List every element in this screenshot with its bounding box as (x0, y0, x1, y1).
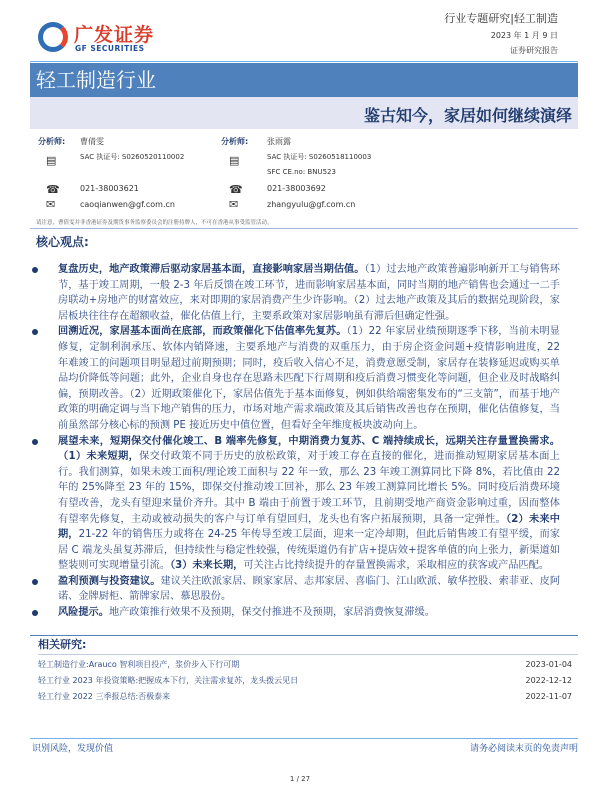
analyst-email[interactable]: caoqianwen@gf.com.cn (80, 200, 175, 209)
divider (30, 738, 578, 739)
bullet-icon (32, 610, 38, 616)
analyst-label: 分析师: (221, 137, 249, 146)
related-title[interactable]: 轻工行业 2022 三季报总结:否极泰来 (38, 691, 171, 701)
bullet-icon (32, 439, 38, 445)
analyst-name: 张雨露 (267, 137, 291, 146)
related-title[interactable]: 轻工制造行业:Arauco 智利项目投产，浆价步入下行可期 (38, 659, 240, 669)
gf-securities-logo (38, 20, 158, 56)
certificate-icon: ▤ (46, 154, 57, 167)
report-category: 证券研究报告 (510, 46, 558, 55)
phone-icon: ☎ (229, 183, 243, 196)
divider (30, 228, 578, 229)
bullet-outlook: 展望未来，短期保交付催化竣工、B 端率先修复，中期消费力复苏、C 端持续成长，远期关注存量置换需求。（1）未来短期，保交付政策不同于历史的放松政策，对于竣工存在直接的催化，进而推动短期家居基本面上行。我们测算，如果未竣工面积/理论竣工面积与 22 年一致，那么 23 年竣工测算同比下降 8%，若比值由 22 年的 25%降至 23 年的 15%，即保交付推动竣工回补，那么 23 年竣工测算同比增长 5%。同时疫后消费环境有望改善，龙头有望迎来量价齐升。其中 B 端由于前置于竣工环节，且前期受地产商资金影响过重，因而整体有望率先修复，主动或被动损失的客户与订单有望回归，龙头也有客户拓展预期，具备一定弹性。（2）未来中期，21-22 年的销售压力或将在 24-25 年传导至竣工层面，迎来一定冷却期，但此后销售竣工有望平缓，而家居 C 端龙头虽复苏滞后，但持续性与稳定性较强，传统渠道仍有扩店+提店效+提客单值的向上张力，新渠道如整装则可实现增量引流。（3）未来长期，可关注占比持续提升的存量置换需求，采取相应的获客或产品匹配。 (32, 434, 560, 574)
industry-banner: 轻工制造行业 (30, 63, 578, 97)
related-date: 2022-11-07 (525, 691, 572, 701)
certificate-icon: ▤ (229, 154, 240, 167)
logo-text-cn: 广发证券 (74, 24, 155, 46)
phone-icon: ☎ (46, 183, 60, 196)
related-item[interactable] (38, 658, 572, 671)
related-research-heading: 相关研究: (38, 636, 578, 655)
related-item[interactable] (38, 674, 572, 687)
related-title[interactable]: 轻工行业 2023 年投资策略:把握成本下行，关注需求复苏，龙头拨云见日 (38, 675, 299, 685)
analyst-sac: SAC 执证号: S0260520110002 (80, 153, 185, 161)
logo-mark-icon (38, 22, 68, 52)
footer-slogan: 识别风险，发现价值 (32, 744, 114, 754)
footer-disclaimer-link[interactable]: 请务必阅读末页的免责声明 (469, 744, 578, 754)
disclaimer-note: 请注意，曹倩雯并非香港证券及期货事务监察委员会的注册持牌人，不可在香港从事受监管活动。 (36, 220, 273, 226)
core-views-heading: 核心观点: (36, 235, 89, 249)
analyst-phone: 021-38003621 (80, 184, 139, 193)
analyst-sac: SAC 执证号: S0260518110003 (267, 153, 372, 161)
related-date: 2023-01-04 (525, 659, 572, 669)
bullet-investment: 盈利预测与投资建议。建议关注欧派家居、顾家家居、志邦家居、喜临门、江山欧派、敏华控股、索菲亚、皮阿诺、金牌厨柜、箭牌家居、慕思股份。 (32, 574, 560, 605)
bullet-risk: 风险提示。地产政策推行效果不及预期，保交付推进不及预期，家居消费恢复滞缓。 (32, 605, 560, 621)
analyst-name: 曹倩雯 (80, 137, 104, 146)
report-date: 2023 年 1 月 9 日 (490, 31, 558, 40)
bullet-recent: 回溯近况，家居基本面尚在底部，而政策催化下估值率先复苏。（1）22 年家居业绩预期逐季下移，当前未明显修复，定制利润承压、软体内销降速，主要系地产与消费的双重压力，由于房企资金问题+疫情影响进度，22 年难竣工的问题项目明显超过前期预期；同时，疫后收入信心不足，消费意愿受制，家居存在装修延迟或购买单品均价降低等问题；此外，企业自身也存在思路未匹配下行周期和疫后消费习惯变化等问题，但企业及时战略纠偏，预期改善。（2）近期政策催化下，家居估值先于基本面修复，例如供给端密集发布的“三支箭”，而基于地产政策的明确定调与当下地产销售的压力，市场对地产需求端政策及其后销售改善也存在预期，催化估值修复，当前虽然部分核心标的预测 PE 接近历史中值位置，但看好全年维度板块波动向上。 (32, 324, 560, 433)
related-date: 2022-12-12 (525, 675, 572, 685)
bullet-icon (32, 579, 38, 585)
analyst-label: 分析师: (38, 137, 66, 146)
report-title: 鉴古知今，家居如何继续演绎 (363, 106, 572, 125)
email-icon: ✉ (229, 198, 239, 211)
report-type: 行业专题研究|轻工制造 (444, 12, 558, 25)
related-research (30, 635, 578, 703)
related-item[interactable] (38, 690, 572, 703)
analyst-phone: 021-38003692 (267, 184, 326, 193)
core-views-section (30, 234, 578, 703)
divider (30, 61, 578, 62)
bullet-icon (32, 329, 38, 335)
analyst-sfc: SFC CE.no: BNU523 (267, 168, 336, 176)
logo-text-en: GF SECURITIES (75, 44, 145, 53)
email-icon: ✉ (46, 198, 56, 211)
bullet-icon (32, 267, 38, 273)
analyst-email[interactable]: zhangyulu@gf.com.cn (267, 200, 356, 209)
bullet-history: 复盘历史，地产政策滞后驱动家居基本面，直接影响家居当期估值。（1）过去地产政策普遍影响新开工与销售环节，基于竣工周期，一般 2-3 年后反馈在竣工环节，进而影响家居基本面，同时当期的地产销售也会通过一二手房联动+房地产的财富效应，来对即期的家居消费产生少许影响。（2）过去地产政策及其后的数据兑现阶段，家居板块往往存在超额收益，催化估值上行，主要系政策对家居影响虽有滞后但确定性强。 (32, 262, 560, 324)
page-number: 1 / 27 (289, 775, 311, 783)
